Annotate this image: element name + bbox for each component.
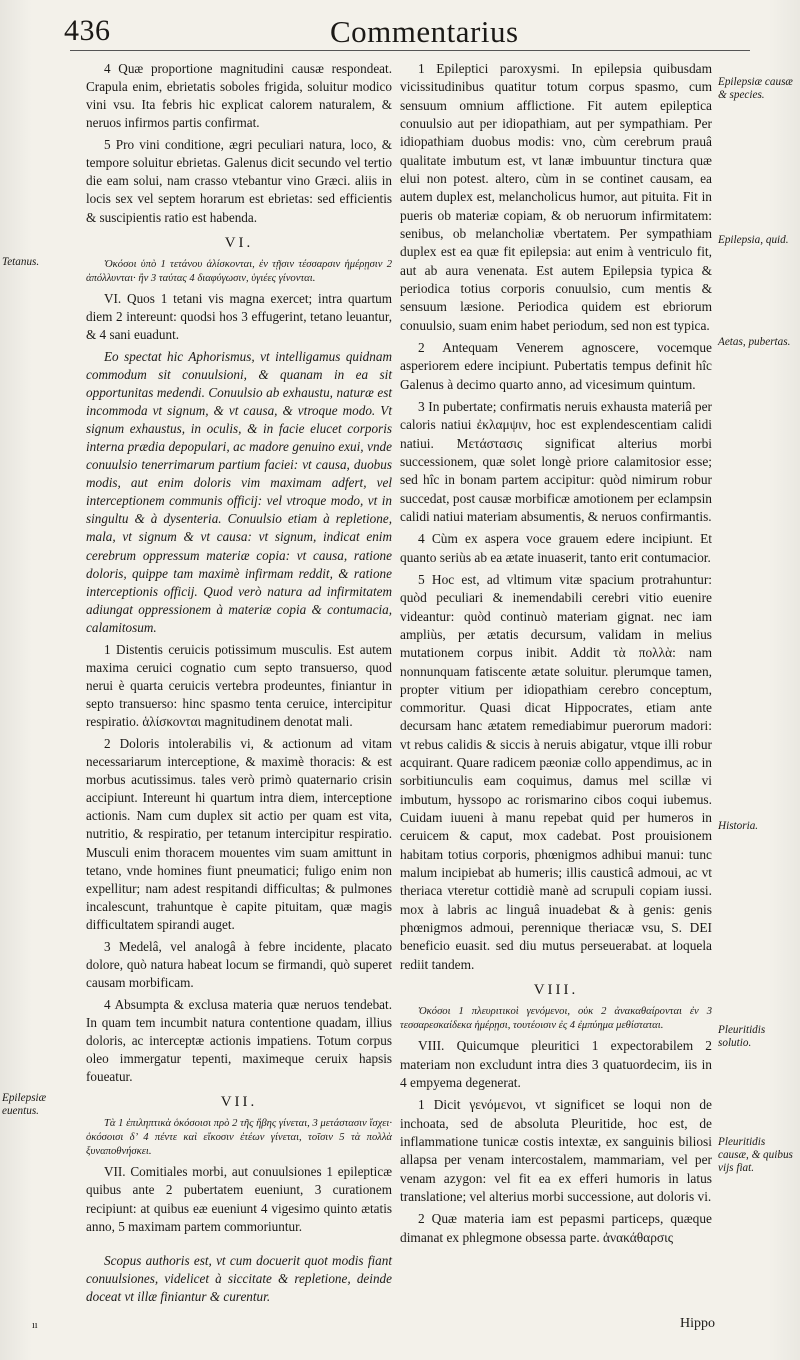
margin-note-epilepsy-definition: Epilepsia, quid. bbox=[718, 234, 789, 246]
signature-mark: ıı bbox=[32, 1320, 38, 1331]
aphorism-number: VI. bbox=[224, 234, 254, 251]
greek-aphorism-text: Τὰ 1 ἐπιληπτικὰ ὁκόσοισι πρὸ 2 τῆς ἥβης γίνεται, 3 μετάστασιν ἴσχει· ὁκόσοισι δ’ 4 πέντε καὶ εἴκοσιν ἐτέων γίνεται, τοῖσιν 5 τὰ πολλὰ ξυναποθνήσκει. bbox=[86, 1118, 392, 1158]
catchword: Hippo bbox=[680, 1316, 715, 1331]
aphorism-number: VIII. bbox=[533, 982, 579, 999]
commentary-paragraph: VII. Comitiales morbi, aut conuulsiones 1 epilepticæ quibus ante 2 pubertatem eueniunt, 3 curationem recipiunt: at quibus eæ eueniunt 4 vigesimo quinto ætatis anno, 5 maximam partem commoriuntur. bbox=[86, 1164, 392, 1234]
commentary-paragraph: 4 Quæ proportione magnitudini causæ respondeat. Crapula enim, ebrietatis soboles frigida, soluitur modico vini vsu. Ita febris hic explicat calorem naturalem, & neruos infirmos partis confirmat. bbox=[86, 61, 392, 131]
commentary-paragraph: VI. Quos 1 tetani vis magna exercet; intra quartum diem 2 intereunt: quodsi hos 3 effugerint, tetano leuantur, & 4 sani euadunt. bbox=[86, 290, 392, 342]
italic-commentary-paragraph: Scopus authoris est, vt cum docuerit quot modis fiant conuulsiones, videlicet à siccitate & repletione, deinde doceat vt illæ finiantur & curentur. bbox=[86, 1252, 392, 1304]
margin-note-epilepsy-causes: Epilepsiæ causæ & species. bbox=[718, 76, 793, 101]
commentary-paragraph: 2 Quæ materia iam est pepasmi particeps, quæque dimanat ex phlegmone obsessa parte. ἀνακάθαρσις bbox=[400, 1211, 712, 1245]
aphorism-number: VII. bbox=[220, 1094, 258, 1111]
greek-aphorism-text: Ὁκόσοι ὑπὸ 1 τετάνου ἁλίσκονται, ἐν τῇσιν τέσσαρσιν ἡμέρῃσιν 2 ἀπόλλυνται· ἢν 3 ταύτας 4 διαφύγωσιν, ὑγιέες γίνονται. bbox=[86, 258, 392, 284]
margin-note-puberty: Aetas, pubertas. bbox=[718, 336, 791, 348]
margin-note-tetanus: Tetanus. bbox=[2, 256, 40, 268]
commentary-paragraph: 2 Antequam Venerem agnoscere, vocemque asperiorem edere incipiunt. Pubertatis tempus definit hîc Galenus à decimo quarto anno, ad vicesimum quintum. bbox=[400, 339, 712, 392]
commentary-paragraph: 1 Dicit γενόμενοι, vt significet se loqui non de inchoata, sed de absoluta Pleuritide, hoc est, de inflammatione tunicæ costis intextæ, ex sanguinis biliosi allapsa per venam intercostalem, mammariam, vel per venam azygon: vel fit ea ex efferi humoris in latus translatione; vel alterius morbi successione, aut doloris vi. bbox=[400, 1097, 712, 1205]
commentary-paragraph: 4 Absumpta & exclusa materia quæ neruos tendebat. In quam tem incumbit natura contentione quadam, illius doloris, ac interceptæ actionis impatiens. Totum corpus oleo immergatur tepenti, maximeque ceruix hapsis foueatur. bbox=[86, 997, 392, 1085]
greek-aphorism-text: Ὁκόσοι 1 πλευριτικοὶ γενόμενοι, οὐκ 2 ἀνακαθαίρονται ἐν 3 τεσσαρεσκαίδεκα ἡμέρῃσι, τουτέοισιν ἐς 4 ἐμπύημα μεθίσταται. bbox=[400, 1006, 712, 1032]
commentary-paragraph: 3 In pubertate; confirmatis neruis exhausta materiâ per caloris natiui ἐκλαμψιν, hoc est explendescentiam calidi natiui. Μετάστασις significat alterius morbi successionem, quæ solet longè priore calamitosior esse; sed hîc in bonam partem accipitur: quòd nimirum robur succedat, post causæ morbificæ amotionem per eclampsin calidi natiui materiam absumentis, & neruos confirmantis. bbox=[400, 398, 712, 524]
folio-page-number: 436 bbox=[64, 14, 111, 47]
commentary-paragraph: 1 Epileptici paroxysmi. In epilepsia quibusdam vicissitudinibus quatitur totum corpus spasmo, cum sensuum omnium afflictione. Fit autem epileptica conuulsio aut per idiopathiam, aut per sympathiam. Per idiopathiam duobus modis: vno, cùm cerebrum prauâ qualitate imbutum est, vt lanæ imbuuntur tinctura quæ elui non potest. altero, cùm in se continet causam, ea autem duplex est, melancholicus humor, aut pituita. Fit in pueris ob materiæ copiam, & ob neruorum infirmitatem: senibus, ob melancholiæ vbertatem. Per sympathiam duplex est ea quæ fit epilepsia: aut enim à ventriculo fit, aut ab aura venenata. Est autem Epilepsia typica & periodica totius corporis conuulsio, cum mentis & sensuum læsione. Periodica quidem est ebriorum conuulsio, suam enim habet periodum, sed non est typica. bbox=[400, 61, 712, 333]
commentary-paragraph: 5 Pro vini conditione, ægri peculiari natura, loco, & tempore soluitur ebrietas. Galenus dicit secundo vel tertio die eam solui, nam crasso vtebantur vino Græci. aliis in locis sex vel septem horarum est ebrietas: sed efficientis & suscipientis ratio est habenda. bbox=[86, 137, 392, 225]
commentary-paragraph: 1 Distentis ceruicis potissimum musculis. Est autem maxima ceruici cognatio cum septo transuerso, quod nerui è quarta ceruicis vertebra prodeuntes, finiantur in septo transuerso: hinc spasmo tenta ceruice, intercipitur respiratio. ἁλίσκονται magnitudinem denotat mali. bbox=[86, 641, 392, 730]
italic-commentary-paragraph: Eo spectat hic Aphorismus, vt intelligamus quidnam commodum sit conuulsioni, & quanam in ea sit opportunitas medendi. Conuulsio ab exhaustu, naturæ est incommoda vt signum, & vt causa, & vtroque modo. Vt signum exhaustus, in oculis, & in facie elucet corporis interna prædia depopulari, ac madore genuino exui, vnde conuulsio tenerrimarum partium faciei: vt causa, duobus modis, aut enim doloris vim maximam adfert, vel interceptionem communis officij: vel vtroque modo, vt in singultu & à dysenteria. Conuulsio etiam à repletione, mala, vt signum & vt causa: vt signum, indicat enim cerebrum oppressum materiæ copia: vt causa, ratione doloris, quippe tam maximè infirmam reddit, & ratione interceptionis officij. Quod verò natura ad infirmitatem adiungat oppressionem à materiæ copia & contumacia, calamitosum. bbox=[86, 348, 392, 635]
commentary-paragraph: 2 Doloris intolerabilis vi, & actionum ad vitam necessariarum interceptione, & maximè thoracis: & est morbus acutissimus. tales verò primò quaternario crisin accipiunt. Intereunt hi quartum intra diem, interceptione actionis. Nam cum duplex sit actio per quam est vita, nutritio, & respiratio, per tetanum intercipitur respiratio. Musculi enim thoracem mouentes vim suam amittunt in tetano, vnde homines fiunt pneumatici; fuligo enim non expellitur; nam adest respitandi difficultas; & pulmones incalescunt, trahuntque è capite pituitam, quæ magis difficultatem spirandi auget. bbox=[86, 736, 392, 932]
running-title: Commentarius bbox=[330, 14, 519, 49]
commentary-paragraph: VIII. Quicumque pleuritici 1 expectorabilem 2 materiam non excludunt intra dies 3 quatuordecim, iis in 4 empyema degenerat. bbox=[400, 1038, 712, 1091]
margin-note-epilepsy-outcome: Epilepsiæ euentus. bbox=[2, 1092, 47, 1117]
paragraph-spacer bbox=[86, 1240, 392, 1248]
commentary-paragraph: 5 Hoc est, ad vltimum vitæ spacium protrahuntur: quòd peculiari & inemendabili cerebri vitio euenire videantur: quòd continuò materiam gignat. nec iam ampliùs, per ætatis decursum, validam in melius mutationem corpus inibit. Addit τὰ πολλὰ: nam nonnunquam fatiscente ætate soluitur. plerumque tamen, propter vitium per idiopathiam cerebro conceptum, commoritur. Quasi dicat Hippocrates, etiam ante decursam hanc ætatem remediabimur puerorum madori: vt rebus calidis & siccis à neruis abigatur, vtque illi robur acquirant. Quare radicem pæoniæ collo appendimus, ac in sorbitiunculis eam coquimus, damus mel scillæ vi imbutum, hyssopo ac rorismarino cibos coqui iubemus. Cuidam iuueni à manu repebat quid per humeros in ceruicem & caput, mox cadebat. Post prouisionem habitam totius corporis, phœnigmos adhibui manui: tunc malum incipiebat ab humeris; illis causticâ admoui, ac vt theriaca vteretur cottidiè manè ad scrupuli copiam iussi. mox à labris ac linguâ inuadebat & à genis: genis phœnigmos admoui, perennique theriacæ vsu, S. DEI beneficio euasit. sed diu mutus perseuerabat. at loquela rediit tandem. bbox=[400, 571, 712, 972]
commentary-paragraph: 3 Medelâ, vel analogâ à febre incidente, placato dolore, quò natura habeat locum se firmandi, quò superet causam morbificam. bbox=[86, 938, 392, 990]
commentary-paragraph: 4 Cùm ex aspera voce grauem edere incipiunt. Et quanto seriùs ab ea ætate inuaserit, tanto erit contumacior. bbox=[400, 531, 712, 565]
margin-note-historia: Historia. bbox=[718, 820, 759, 832]
left-text-column bbox=[86, 60, 392, 1310]
margin-note-pleurisy-causes: Pleuritidis causæ, & quibus vijs fiat. bbox=[718, 1136, 793, 1174]
margin-note-pleurisy-resolution: Pleuritidis solutio. bbox=[718, 1024, 766, 1049]
header-rule bbox=[70, 50, 750, 51]
right-text-column bbox=[400, 60, 712, 1251]
